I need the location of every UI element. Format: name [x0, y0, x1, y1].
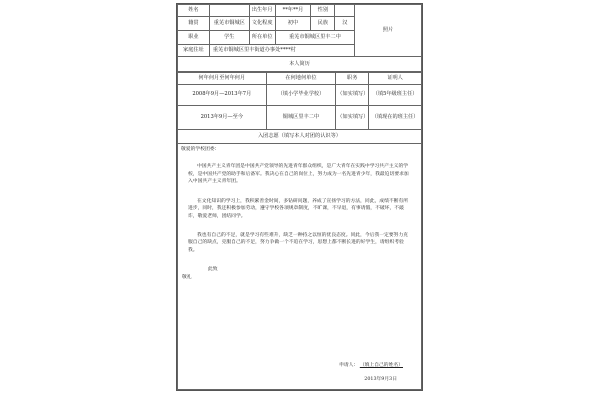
- birth-label: 出生年月: [249, 5, 275, 17]
- edu-label: 文化程度: [249, 17, 275, 31]
- ethnic-label: 民族: [311, 17, 335, 31]
- resume-cell: （填现在的班主任）: [369, 106, 422, 130]
- resume-cell: 2008年9月—2013年7月: [178, 85, 267, 106]
- resume-header-unit: 在何地何单位: [266, 73, 336, 85]
- birth-value: **年**月: [275, 5, 311, 17]
- letter-paragraph: 在文化知识的学习上，我积累善金时间，多钻研问题，养成了宣扬学习的方法，同此，成绩不断有所进步，同时，我还积极参加劳动，遵守学校各项规章制度，不旷课，不早退，有事请假，不破坏，不敲诈，敬爱老师，团结同学。: [188, 198, 409, 219]
- resume-cell: （填小学毕业学校）: [266, 85, 336, 106]
- job-label: 职业: [178, 31, 210, 45]
- address-value: 重芜市铜城区里丰街道办事处****村: [209, 45, 354, 57]
- unit-label: 所在单位: [249, 31, 275, 45]
- job-value: 学生: [209, 31, 249, 45]
- resume-title: 本人简历: [177, 57, 422, 72]
- resume-cell: 2013年9月—至今: [178, 106, 267, 130]
- applicant-label: 申请人：: [339, 362, 359, 368]
- applicant-line: [339, 362, 403, 369]
- gender-label: 性别: [311, 5, 335, 17]
- resume-header-witness: 证明人: [369, 73, 422, 85]
- letter-paragraph: 我也有自己的不足，就是学习有些难升，缺乏一种持之以恒的优良态度。同此，今后我一定要努力克服自己的缺点，克服自己的不足，努力争做一个不追在学习，思想上都不断长进的好学生，请组织考验我。: [188, 232, 409, 253]
- resume-cell: 铜城区里丰二中: [266, 106, 336, 130]
- resume-cell: （填5年级班主任）: [369, 85, 422, 106]
- resume-row: [178, 106, 422, 130]
- gender-value: [335, 5, 355, 17]
- name-value: [209, 5, 249, 17]
- edu-value: 初中: [275, 17, 311, 31]
- address-label: 家庭住址: [178, 45, 210, 57]
- resume-header-period: 何年何月至何年何月: [178, 73, 267, 85]
- applicant-name: （填上自己的姓名）: [359, 362, 403, 368]
- name-label: 姓名: [178, 5, 210, 17]
- photo-box: 照片: [355, 5, 422, 57]
- resume-cell: （如实填写）: [336, 106, 369, 130]
- resume-header-position: 职务: [336, 73, 369, 85]
- native-label: 籍贯: [178, 17, 210, 31]
- resume-cell: （如实填写）: [336, 85, 369, 106]
- letter-regards: 敬礼: [182, 274, 192, 280]
- letter-closing: 此致: [208, 267, 218, 273]
- application-letter-title: 入团志愿（填写本人对团的认识等）: [177, 130, 422, 144]
- resume-row: [178, 85, 422, 106]
- letter-date: 2013年9月3日: [364, 376, 397, 382]
- personal-info-table: [177, 4, 422, 57]
- unit-value: 重芜市铜城区里丰二中: [275, 31, 355, 45]
- letter-salutation: 敬爱的学校团委：: [181, 147, 220, 152]
- application-letter-body: [177, 144, 422, 390]
- ethnic-value: 汉: [335, 17, 355, 31]
- letter-paragraph: 中国共产主义青年团是中国共产党领导的先进青年群众组织，是广大青年在实践中学习共产主义的学校，是中国共产党的助手和后备军。我决心在自己的岗位上，努力成为一名先进青少年，我最迫切要求加入中国共产主义青年团。: [188, 164, 409, 185]
- resume-table: [177, 72, 422, 130]
- league-application-form: [176, 3, 423, 391]
- native-value: 重芜市铜城区: [209, 17, 249, 31]
